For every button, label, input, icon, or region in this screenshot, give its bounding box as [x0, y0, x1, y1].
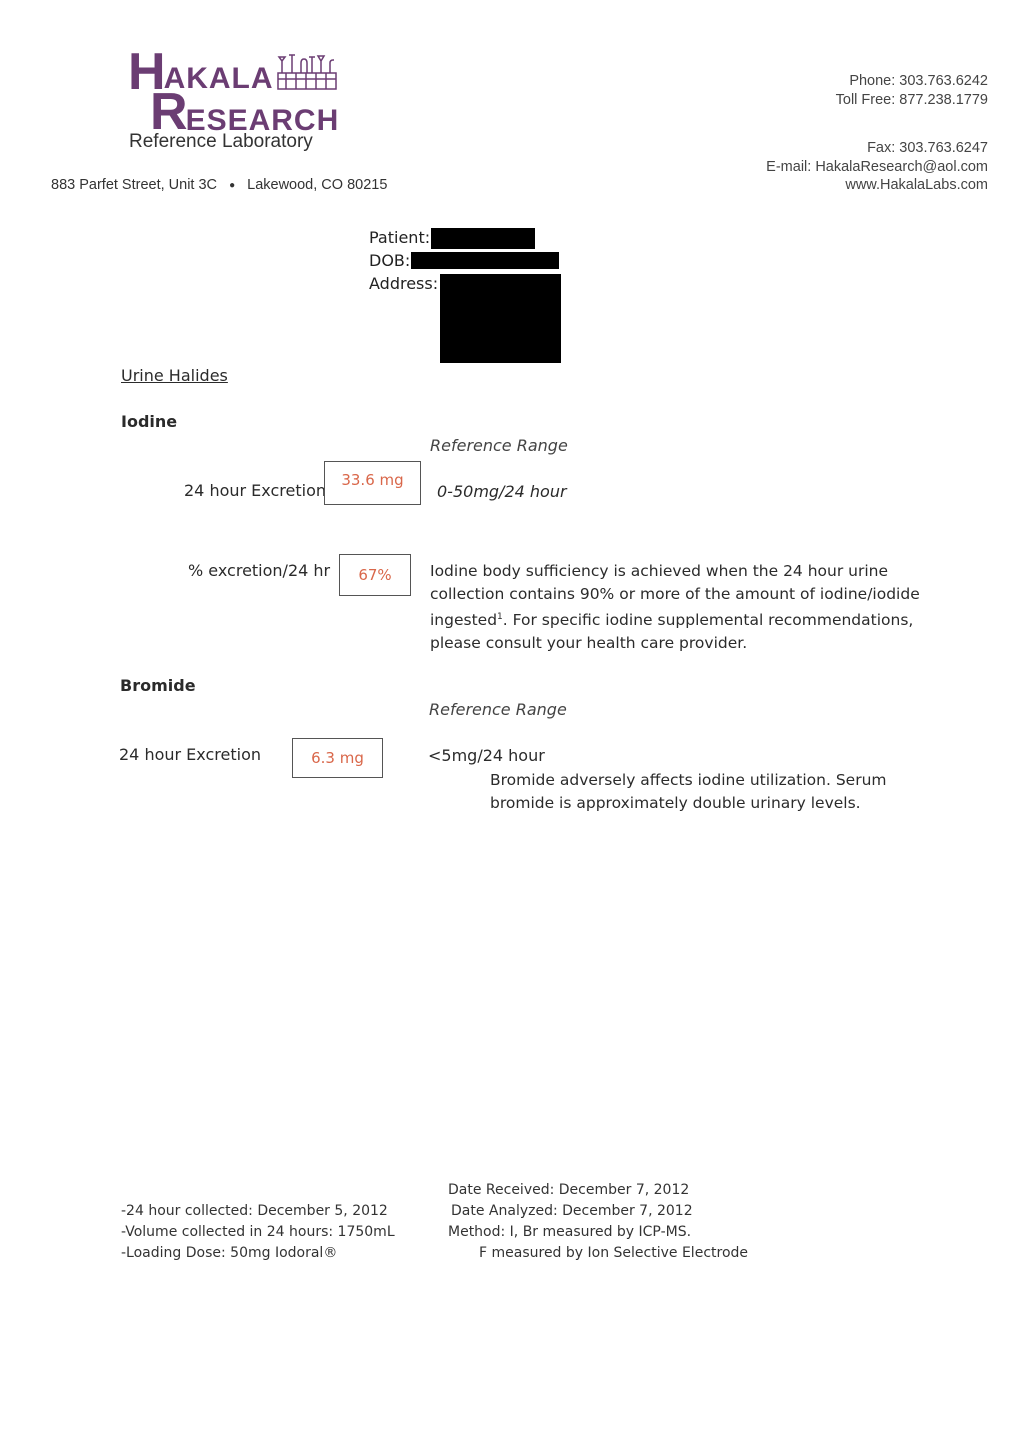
iodine-percent-label: % excretion/24 hr	[188, 561, 331, 580]
footnote-marker: 1	[497, 612, 503, 622]
bromide-heading: Bromide	[120, 676, 196, 695]
website-link[interactable]: www.HakalaLabs.com	[845, 177, 988, 193]
dob-redaction	[411, 252, 559, 269]
email-address: E-mail: HakalaResearch@aol.com	[766, 158, 988, 175]
toll-free-number: Toll Free: 877.238.1779	[835, 91, 988, 108]
iodine-percent-value: 67%	[339, 554, 411, 596]
bromide-excretion-range: <5mg/24 hour	[428, 746, 545, 765]
bromide-note	[490, 769, 910, 815]
address-redaction	[440, 274, 561, 363]
iodine-note-line4: please consult your health care provider.	[430, 634, 748, 653]
bromide-excretion-value: 6.3 mg	[292, 738, 383, 778]
date-received: Date Received: December 7, 2012	[448, 1182, 690, 1198]
iodine-excretion-range: 0-50mg/24 hour	[437, 482, 567, 501]
company-logo	[128, 43, 340, 141]
volume-collected: -Volume collected in 24 hours: 1750mL	[121, 1224, 395, 1240]
iodine-excretion-value: 33.6 mg	[324, 461, 421, 505]
iodine-note-line3-a: ingested	[430, 611, 498, 630]
phone-number: Phone: 303.763.6242	[849, 73, 988, 89]
analysis-details	[448, 1180, 748, 1264]
section-title: Urine Halides	[121, 366, 228, 385]
lab-address	[51, 177, 387, 193]
dob-label: DOB:	[369, 251, 411, 270]
logo-text-line2: ESEARCH	[185, 104, 340, 137]
method-line1: Method: I, Br measured by ICP-MS.	[448, 1224, 692, 1240]
method-line2: F measured by Ion Selective Electrode	[479, 1245, 749, 1261]
bromide-note-line1: Bromide adversely affects iodine utilization. Serum	[490, 771, 887, 789]
contact-block	[766, 72, 988, 195]
iodine-note-line1: Iodine body sufficiency is achieved when the 24 hour urine	[430, 562, 889, 580]
date-analyzed: Date Analyzed: December 7, 2012	[451, 1203, 693, 1219]
iodine-note-line2: collection contains 90% or more of the amount of iodine/iodide	[430, 585, 920, 603]
address-street: 883 Parfet Street, Unit 3C	[51, 177, 218, 193]
iodine-note-line3	[430, 606, 950, 632]
iodine-heading: Iodine	[121, 412, 178, 431]
lab-subtitle: Reference Laboratory	[129, 131, 313, 152]
logo-initial-h: H	[128, 43, 166, 101]
bromide-note-line2: bromide is approximately double urinary levels.	[490, 794, 861, 812]
bromide-reference-range-label: Reference Range	[429, 700, 567, 719]
iodine-excretion-label: 24 hour Excretion	[184, 481, 326, 500]
logo-initial-r: R	[150, 83, 188, 141]
collection-details	[121, 1201, 395, 1264]
iodine-note-line3-b: . For specific iodine supplemental recommendations,	[502, 611, 914, 630]
iodine-reference-range-label: Reference Range	[430, 436, 568, 455]
patient-name-redaction	[431, 228, 535, 249]
address-label: Address:	[369, 274, 439, 293]
lab-glassware-icon	[276, 51, 338, 96]
logo-text-line1: AKALA	[163, 62, 274, 95]
address-city: Lakewood, CO 80215	[247, 177, 388, 193]
patient-label: Patient:	[369, 228, 431, 247]
loading-dose: -Loading Dose: 50mg Iodoral®	[121, 1245, 338, 1261]
fax-number: Fax: 303.763.6247	[867, 140, 988, 156]
iodine-sufficiency-note	[430, 560, 950, 655]
collected-date: -24 hour collected: December 5, 2012	[121, 1203, 388, 1219]
bromide-excretion-label: 24 hour Excretion	[119, 745, 261, 764]
address-bullet: ●	[229, 180, 236, 191]
